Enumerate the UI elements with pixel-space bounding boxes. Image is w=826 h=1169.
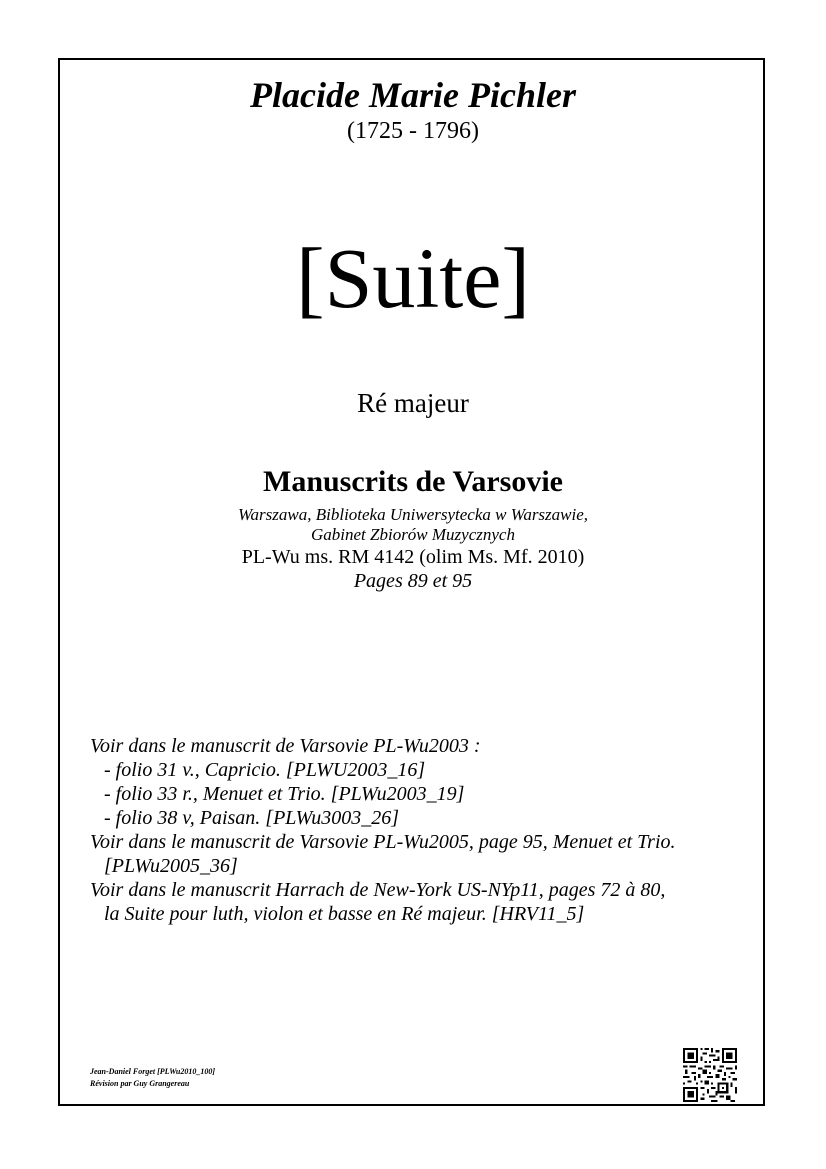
note-line: - folio 31 v., Capricio. [PLWU2003_16] xyxy=(104,759,426,781)
note-line: la Suite pour luth, violon et basse en Ré majeur. [HRV11_5] xyxy=(104,903,585,925)
footer-credits xyxy=(90,1066,215,1090)
source-title: Manuscrits de Varsovie xyxy=(263,465,563,498)
composer-name: Placide Marie Pichler xyxy=(250,75,576,115)
note-line: Voir dans le manuscrit Harrach de New-York US-NYp11, pages 72 à 80, xyxy=(90,879,666,901)
source-pages: Pages 89 et 95 xyxy=(353,570,473,592)
work-title: [Suite] xyxy=(295,230,531,326)
library-line-2: Gabinet Zbiorów Muzycznych xyxy=(311,525,515,544)
note-line: [PLWu2005_36] xyxy=(104,855,238,877)
qr-code-icon xyxy=(683,1048,737,1102)
notes-block xyxy=(90,734,760,926)
note-line: - folio 33 r., Menuet et Trio. [PLWu2003_19] xyxy=(104,783,465,805)
composer-dates: (1725 - 1796) xyxy=(347,118,479,144)
footer-revision: Révision par Guy Grangereau xyxy=(90,1079,190,1088)
library-line-1: Warszawa, Biblioteka Uniwersytecka w Warszawie, xyxy=(237,505,589,524)
note-line: - folio 38 v, Paisan. [PLWu3003_26] xyxy=(104,807,399,829)
footer-editor: Jean-Daniel Forget [PLWu2010_100] xyxy=(90,1067,216,1076)
shelfmark: PL-Wu ms. RM 4142 (olim Ms. Mf. 2010) xyxy=(241,546,585,568)
note-line: Voir dans le manuscrit de Varsovie PL-Wu2003 : xyxy=(90,735,481,757)
note-line: Voir dans le manuscrit de Varsovie PL-Wu2005, page 95, Menuet et Trio. xyxy=(90,831,676,853)
work-key: Ré majeur xyxy=(357,388,469,418)
